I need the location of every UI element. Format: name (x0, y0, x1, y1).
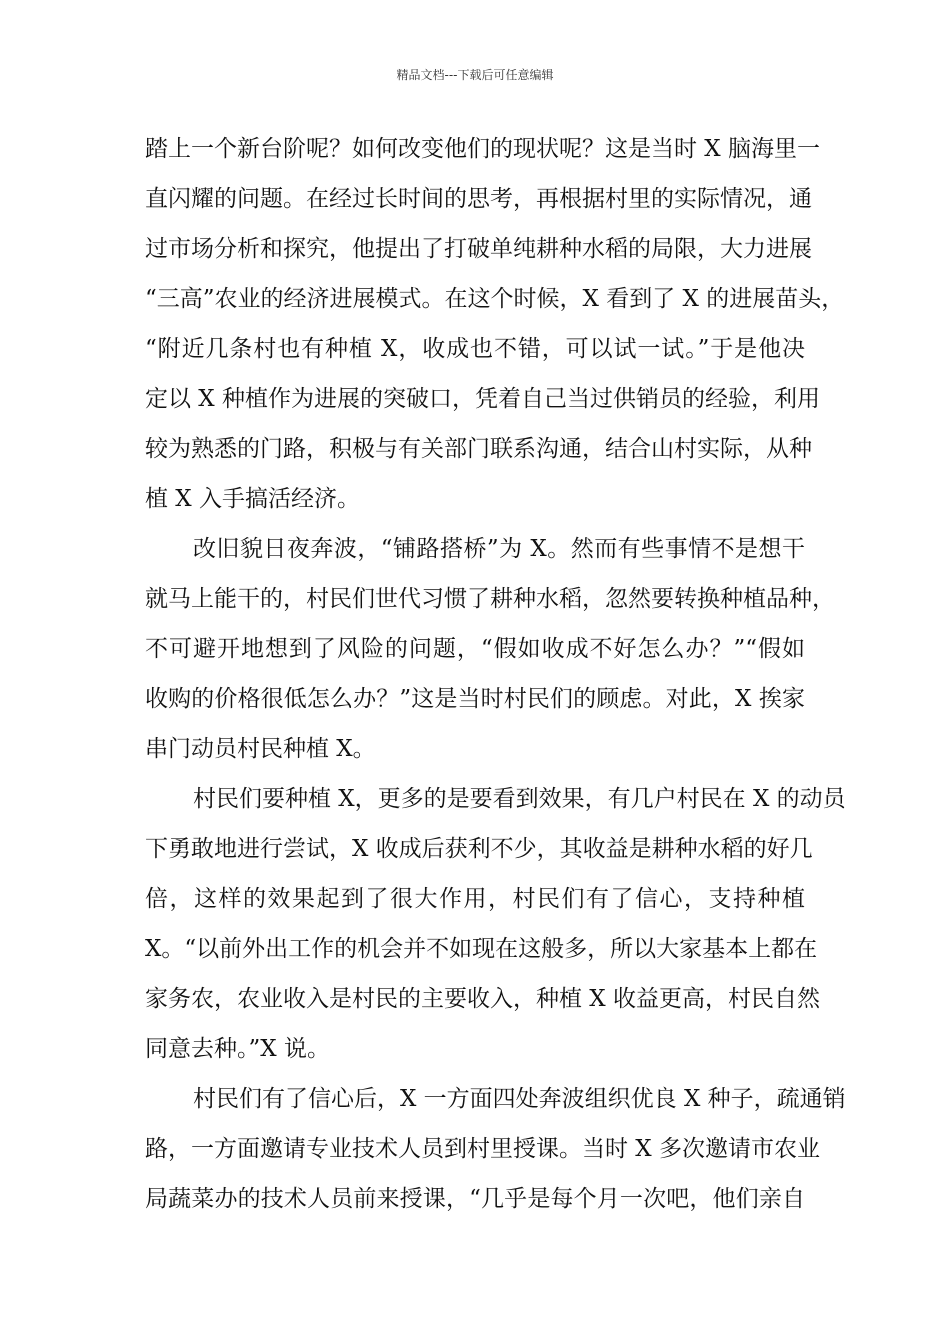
document-body (145, 124, 846, 1224)
paragraph (145, 1074, 846, 1224)
paragraph (145, 524, 835, 774)
page-header: 精品文档---下载后可任意编辑 (396, 68, 554, 82)
text-line: 较为熟悉的门路，积极与有关部门联系沟通，结合山村实际，从种 (145, 436, 812, 462)
text-line: 定以 X 种植作为进展的突破口，凭着自己当过供销员的经验，利用 (145, 386, 820, 412)
text-line: 过市场分析和探究，他提出了打破单纯耕种水稻的局限，大力进展 (145, 236, 812, 262)
text-line: 不可避开地想到了风险的问题，“假如收成不好怎么办？”“假如 (145, 636, 805, 662)
text-line: 局蔬菜办的技术人员前来授课，“几乎是每个月一次吧，他们亲自 (145, 1186, 805, 1212)
text-line: “三高”农业的经济进展模式。在这个时候，X 看到了 X 的进展苗头， (145, 286, 845, 312)
text-line: 直闪耀的问题。在经过长时间的思考，再根据村里的实际情况，通 (145, 186, 812, 212)
paragraph (145, 124, 845, 524)
text-line: 倍，这样的效果起到了很大作用，村民们有了信心，支持种植 (145, 886, 805, 912)
text-line: X。“以前外出工作的机会并不如现在这般多，所以大家基本上都在 (145, 936, 818, 962)
text-line: 串门动员村民种植 X。 (145, 736, 376, 762)
text-line: 就马上能干的，村民们世代习惯了耕种水稻，忽然要转换种植品种， (145, 586, 835, 612)
text-line: 家务农，农业收入是村民的主要收入，种植 X 收益更高，村民自然 (145, 986, 820, 1012)
text-line: 同意去种。”X 说。 (145, 1036, 330, 1062)
text-line: 收购的价格很低怎么办？”这是当时村民们的顾虑。对此，X 挨家 (145, 686, 805, 712)
text-line: 村民们要种植 X，更多的是要看到效果，有几户村民在 X 的动员 (193, 786, 846, 812)
text-line: 改旧貌日夜奔波，“铺路搭桥”为 X。然而有些事情不是想干 (193, 536, 805, 562)
paragraph (145, 774, 846, 1074)
text-line: 村民们有了信心后，X 一方面四处奔波组织优良 X 种子，疏通销 (193, 1086, 846, 1112)
text-line: 植 X 入手搞活经济。 (145, 486, 360, 512)
text-line: 下勇敢地进行尝试，X 收成后获利不少，其收益是耕种水稻的好几 (145, 836, 813, 862)
text-line: 踏上一个新台阶呢？如何改变他们的现状呢？这是当时 X 脑海里一 (145, 136, 820, 162)
text-line: “附近几条村也有种植 X，收成也不错，可以试一试。”于是他决 (145, 336, 805, 362)
text-line: 路，一方面邀请专业技术人员到村里授课。当时 X 多次邀请市农业 (145, 1136, 820, 1162)
